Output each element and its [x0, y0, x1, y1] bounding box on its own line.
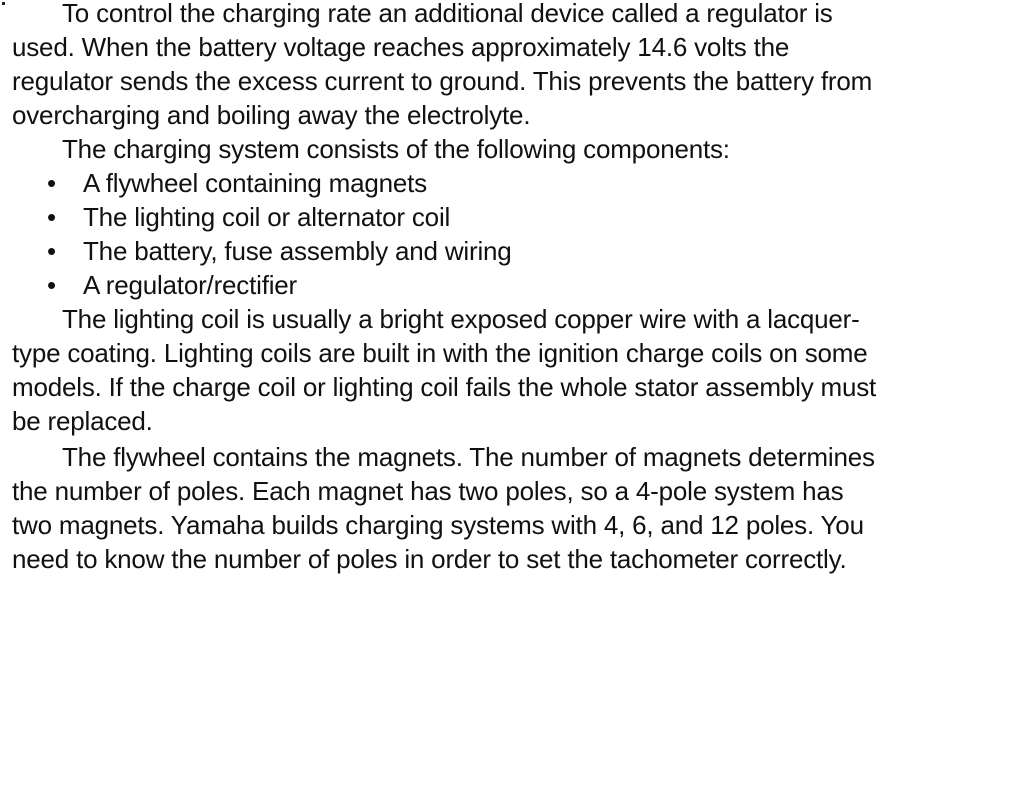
text-line: The charging system consists of the following components:: [62, 134, 730, 164]
text-line: be replaced.: [12, 406, 153, 436]
text-line: To control the charging rate an additional device called a regulator is: [62, 0, 833, 28]
list-item-text: A regulator/rectifier: [83, 270, 298, 300]
list-item: [47, 200, 450, 234]
text-line: used. When the battery voltage reaches approximately 14.6 volts the: [12, 32, 790, 62]
bullet-marker: •: [47, 202, 56, 232]
list-item: [47, 268, 297, 302]
text-line: The flywheel contains the magnets. The number of magnets determines: [62, 442, 875, 472]
list-item-text: A flywheel containing magnets: [83, 168, 427, 198]
text-line: type coating. Lighting coils are built in with the ignition charge coils on some: [12, 338, 868, 368]
text-line: need to know the number of poles in order to set the tachometer correctly.: [12, 544, 847, 574]
bullet-marker: •: [47, 168, 56, 198]
text-line: two magnets. Yamaha builds charging systems with 4, 6, and 12 poles. You: [12, 510, 864, 540]
list-item-text: The lighting coil or alternator coil: [83, 202, 451, 232]
bullet-marker: •: [47, 270, 56, 300]
list-item: [47, 234, 512, 268]
text-line: models. If the charge coil or lighting coil fails the whole stator assembly must: [12, 372, 877, 402]
bullet-marker: •: [47, 236, 56, 266]
text-line: the number of poles. Each magnet has two poles, so a 4-pole system has: [12, 476, 844, 506]
list-item: [47, 166, 427, 200]
text-line: overcharging and boiling away the electrolyte.: [12, 100, 531, 130]
text-line: regulator sends the excess current to ground. This prevents the battery from: [12, 66, 873, 96]
scan-speck: [2, 2, 5, 5]
text-line: The lighting coil is usually a bright exposed copper wire with a lacquer-: [62, 304, 860, 334]
list-item-text: The battery, fuse assembly and wiring: [83, 236, 512, 266]
